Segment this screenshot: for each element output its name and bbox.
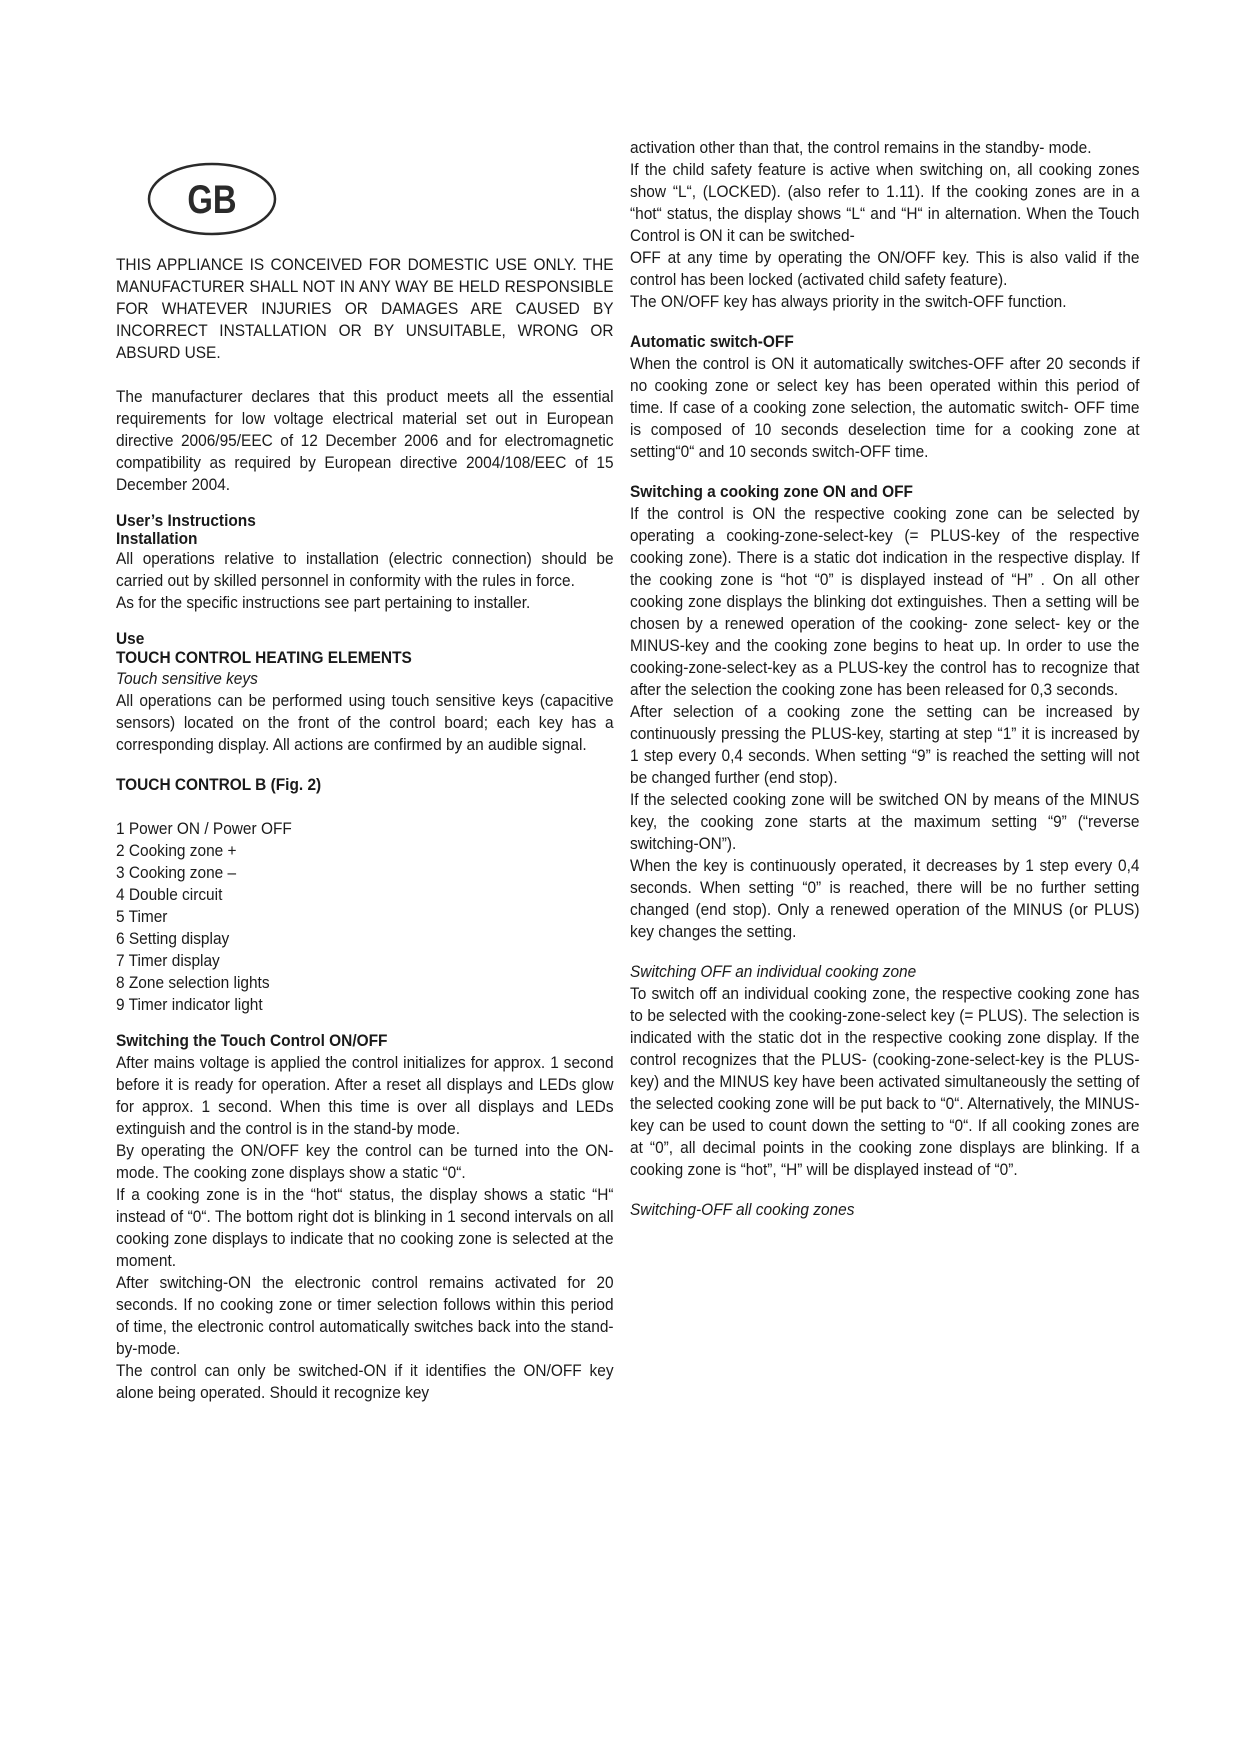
installation-heading: Installation	[116, 529, 198, 548]
individual-zone-off-heading: Switching OFF an individual cooking zone	[630, 962, 917, 981]
list-item: 6 Setting display	[116, 929, 230, 948]
touch-control-b-heading: TOUCH CONTROL B (Fig. 2)	[116, 775, 322, 794]
automatic-switch-off-heading: Automatic switch-OFF	[630, 332, 794, 351]
automatic-switch-off-body: When the control is ON it automatically switches-OFF after 20 seconds if no cooking zone or select key has been operated within this period of time. If case of a cooking zone selection, the automatic switch- OFF time is composed of 10 seconds deselection time for a cooking zone at setting“0“ and 10 seconds switch-OFF time.	[630, 354, 1140, 461]
switching-paragraph-3: If a cooking zone is in the “hot“ status, the display shows a static “H“ instead of “0“. The bottom right dot is blinking in 1 second intervals on all cooking zone displays to indicate that no cooking zone is selected at the moment.	[116, 1185, 614, 1270]
switching-touch-control-heading: Switching the Touch Control ON/OFF	[116, 1031, 388, 1050]
switching-paragraph-2: By operating the ON/OFF key the control can be turned into the ON-mode. The cooking zone displays show a static “0“.	[116, 1141, 614, 1182]
disclaimer-text: THIS APPLIANCE IS CONCEIVED FOR DOMESTIC USE ONLY. THE MANUFACTURER SHALL NOT IN ANY WAY BE HELD RESPONSIBLE FOR WHATEVER INJURIES OR DAMAGES ARE CAUSED BY INCORRECT INSTALLATION OR BY UNSUITABLE, WRONG OR ABSURD USE.	[116, 255, 614, 362]
continued-paragraph-1: activation other than that, the control remains in the standby- mode.	[630, 138, 1092, 157]
continued-paragraph-3: OFF at any time by operating the ON/OFF key. This is also valid if the control has been locked (activated child safety feature).	[630, 248, 1140, 289]
users-instructions-heading: User’s Instructions	[116, 511, 256, 530]
installation-paragraph-1: All operations relative to installation (electric connection) should be carried out by skilled personnel in conformity with the rules in force.	[116, 549, 614, 590]
list-item: 7 Timer display	[116, 951, 220, 970]
list-item: 2 Cooking zone +	[116, 841, 237, 860]
gb-country-badge	[146, 160, 278, 238]
list-item: 1 Power ON / Power OFF	[116, 819, 292, 838]
continued-paragraph-4: The ON/OFF key has always priority in the switch-OFF function.	[630, 292, 1067, 311]
control-parts-list	[116, 818, 614, 1016]
touch-sensitive-keys-subheading: Touch sensitive keys	[116, 669, 258, 688]
switching-paragraph-4: After switching-ON the electronic control remains activated for 20 seconds. If no cooking zone or timer selection follows within this period of time, the electronic control automatically switches back into the stand-by-mode.	[116, 1273, 614, 1358]
individual-zone-off-body: To switch off an individual cooking zone, the respective cooking zone has to be selected with the cooking-zone-select key (= PLUS). The selection is indicated with the static dot in the respective cooking zone display. If the control recognizes that the PLUS- (cooking-zone-select-key is the PLUS-key) and the MINUS key have been activated simultaneously the setting of the selected cooking zone will be put back to “0“. Alternatively, the MINUS-key can be used to count down the setting to “0“. If all cooking zones are at “0”, all decimal points in the cooking zone displays are blinking. If a cooking zone is “hot”, “H” will be displayed instead of “0”.	[630, 984, 1140, 1179]
gb-badge-text: GB	[187, 176, 237, 222]
switching-zone-paragraph-3: If the selected cooking zone will be switched ON by means of the MINUS key, the cooking zone starts at the maximum setting “9” (“reverse switching-ON”).	[630, 790, 1140, 853]
continued-paragraph-2: If the child safety feature is active when switching on, all cooking zones show “L“, (LOCKED). (also refer to 1.11). If the cooking zones are in a “hot“ status, the display shows “L“ and “H“ in alternation. When the Touch Control is ON it can be switched-	[630, 160, 1140, 245]
all-zones-off-heading: Switching-OFF all cooking zones	[630, 1200, 855, 1219]
declaration-text: The manufacturer declares that this product meets all the essential requirements for low voltage electrical material set out in European directive 2006/95/EEC of 12 December 2006 and for electromagnetic compatibility as required by European directive 2004/108/EEC of 15 December 2004.	[116, 387, 614, 494]
switching-zone-paragraph-2: After selection of a cooking zone the setting can be increased by continuously pressing the PLUS-key, starting at step “1” it is increased by 1 step every 0,4 seconds. When setting “9” is reached the setting will not be changed further (end stop).	[630, 702, 1140, 787]
list-item: 9 Timer indicator light	[116, 995, 263, 1014]
list-item: 4 Double circuit	[116, 885, 223, 904]
list-item: 8 Zone selection lights	[116, 973, 270, 992]
switching-paragraph-5: The control can only be switched-ON if it identifies the ON/OFF key alone being operated. Should it recognize key	[116, 1361, 614, 1402]
switching-zone-heading: Switching a cooking zone ON and OFF	[630, 482, 913, 501]
switching-paragraph-1: After mains voltage is applied the control initializes for approx. 1 second before it is ready for operation. After a reset all displays and LEDs glow for approx. 1 second. When this time is over all displays and LEDs extinguish and the control is in the stand-by mode.	[116, 1053, 614, 1138]
touch-control-heading: TOUCH CONTROL HEATING ELEMENTS	[116, 648, 412, 667]
installation-paragraph-2: As for the specific instructions see part pertaining to installer.	[116, 593, 531, 612]
switching-zone-paragraph-1: If the control is ON the respective cooking zone can be selected by operating a cooking-zone-select-key (= PLUS-key of the respective cooking zone). There is a static dot indication in the respective display. If the cooking zone is “hot “0” is displayed instead of “H” . On all other cooking zone displays the blinking dot extinguishes. Then a setting will be chosen by a renewed operation of the cooking- zone select- key or the MINUS-key and the cooking zone begins to heat up. In order to use the cooking-zone-select-key as a PLUS-key the control has to recognize that after the selection the cooking zone has been released for 0,3 seconds.	[630, 504, 1140, 699]
touch-control-body: All operations can be performed using touch sensitive keys (capacitive sensors) located on the front of the control board; each key has a corresponding display. All actions are confirmed by an audible signal.	[116, 691, 614, 754]
list-item: 3 Cooking zone –	[116, 863, 237, 882]
use-heading: Use	[116, 629, 145, 648]
list-item: 5 Timer	[116, 907, 168, 926]
switching-zone-paragraph-4: When the key is continuously operated, it decreases by 1 step every 0,4 seconds. When setting “0” is reached, there will be no further setting changed (end stop). Only a renewed operation of the MINUS (or PLUS) key changes the setting.	[630, 856, 1140, 941]
